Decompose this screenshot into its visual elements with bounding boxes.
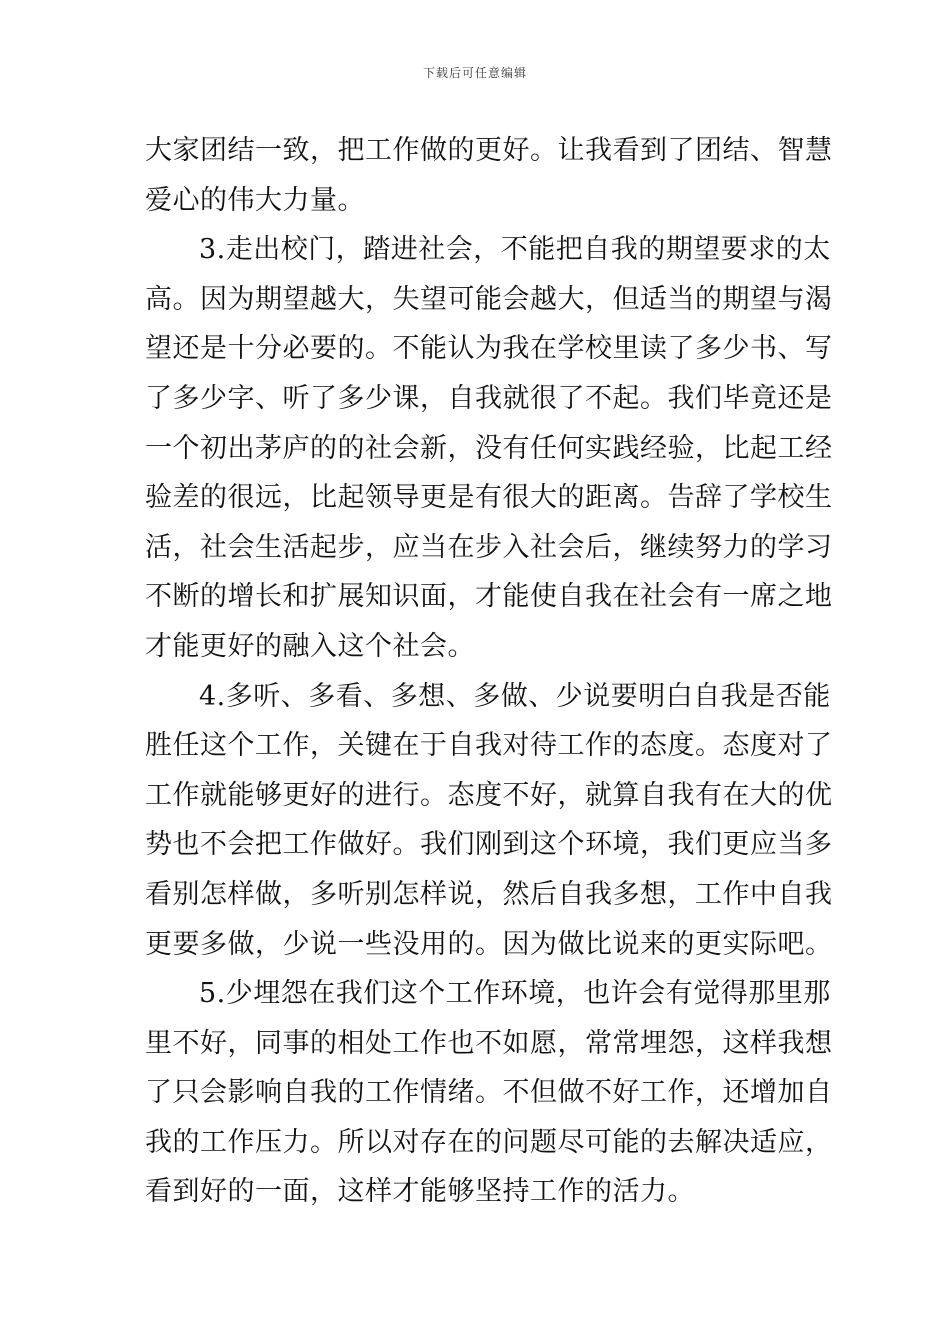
text-line: 才能更好的融入这个社会。: [145, 630, 475, 662]
page-header: 下载后可任意编辑: [422, 66, 527, 80]
text-line: 势也不会把工作做好。我们刚到这个环境，我们更应当多: [145, 829, 833, 861]
text-line: 看到好的一面，这样才能够坚持工作的活力。: [145, 1176, 695, 1208]
document-body: [145, 126, 833, 1217]
text-line: 工作就能够更好的进行。态度不好，就算自我有在大的优: [145, 779, 833, 811]
paragraph-start-5: 5.少埋怨在我们这个工作环境，也许会有觉得那里那: [199, 978, 831, 1010]
paragraph-start-4: 4.多听、多看、多想、多做、少说要明白自我是否能: [199, 680, 831, 712]
text-line: 望还是十分必要的。不能认为我在学校里读了多少书、写: [145, 333, 833, 365]
text-line: 验差的很远，比起领导更是有很大的距离。告辞了学校生: [145, 482, 833, 514]
text-line: 更要多做，少说一些没用的。因为做比说来的更实际吧。: [145, 928, 833, 960]
text-line: 胜任这个工作，关键在于自我对待工作的态度。态度对了: [145, 730, 833, 762]
text-line: 了只会影响自我的工作情绪。不但做不好工作，还增加自: [145, 1077, 833, 1109]
text-line: 大家团结一致，把工作做的更好。让我看到了团结、智慧: [145, 135, 833, 166]
text-line: 一个初出茅庐的的社会新，没有任何实践经验，比起工经: [145, 432, 833, 464]
text-line: 活，社会生活起步，应当在步入社会后，继续努力的学习: [145, 531, 833, 563]
paragraph-start-3: 3.走出校门，踏进社会，不能把自我的期望要求的太: [199, 234, 831, 266]
text-line: 不断的增长和扩展知识面，才能使自我在社会有一席之地: [145, 581, 833, 613]
text-line: 里不好，同事的相处工作也不如愿，常常埋怨，这样我想: [145, 1027, 833, 1059]
text-line: 了多少字、听了多少课，自我就很了不起。我们毕竟还是: [145, 382, 833, 414]
text-line: 我的工作压力。所以对存在的问题尽可能的去解决适应，: [145, 1126, 833, 1158]
text-line: 看别怎样做，多听别怎样说，然后自我多想，工作中自我: [145, 878, 833, 910]
text-line: 高。因为期望越大，失望可能会越大，但适当的期望与渴: [145, 283, 833, 315]
text-line: 爱心的伟大力量。: [145, 184, 365, 216]
